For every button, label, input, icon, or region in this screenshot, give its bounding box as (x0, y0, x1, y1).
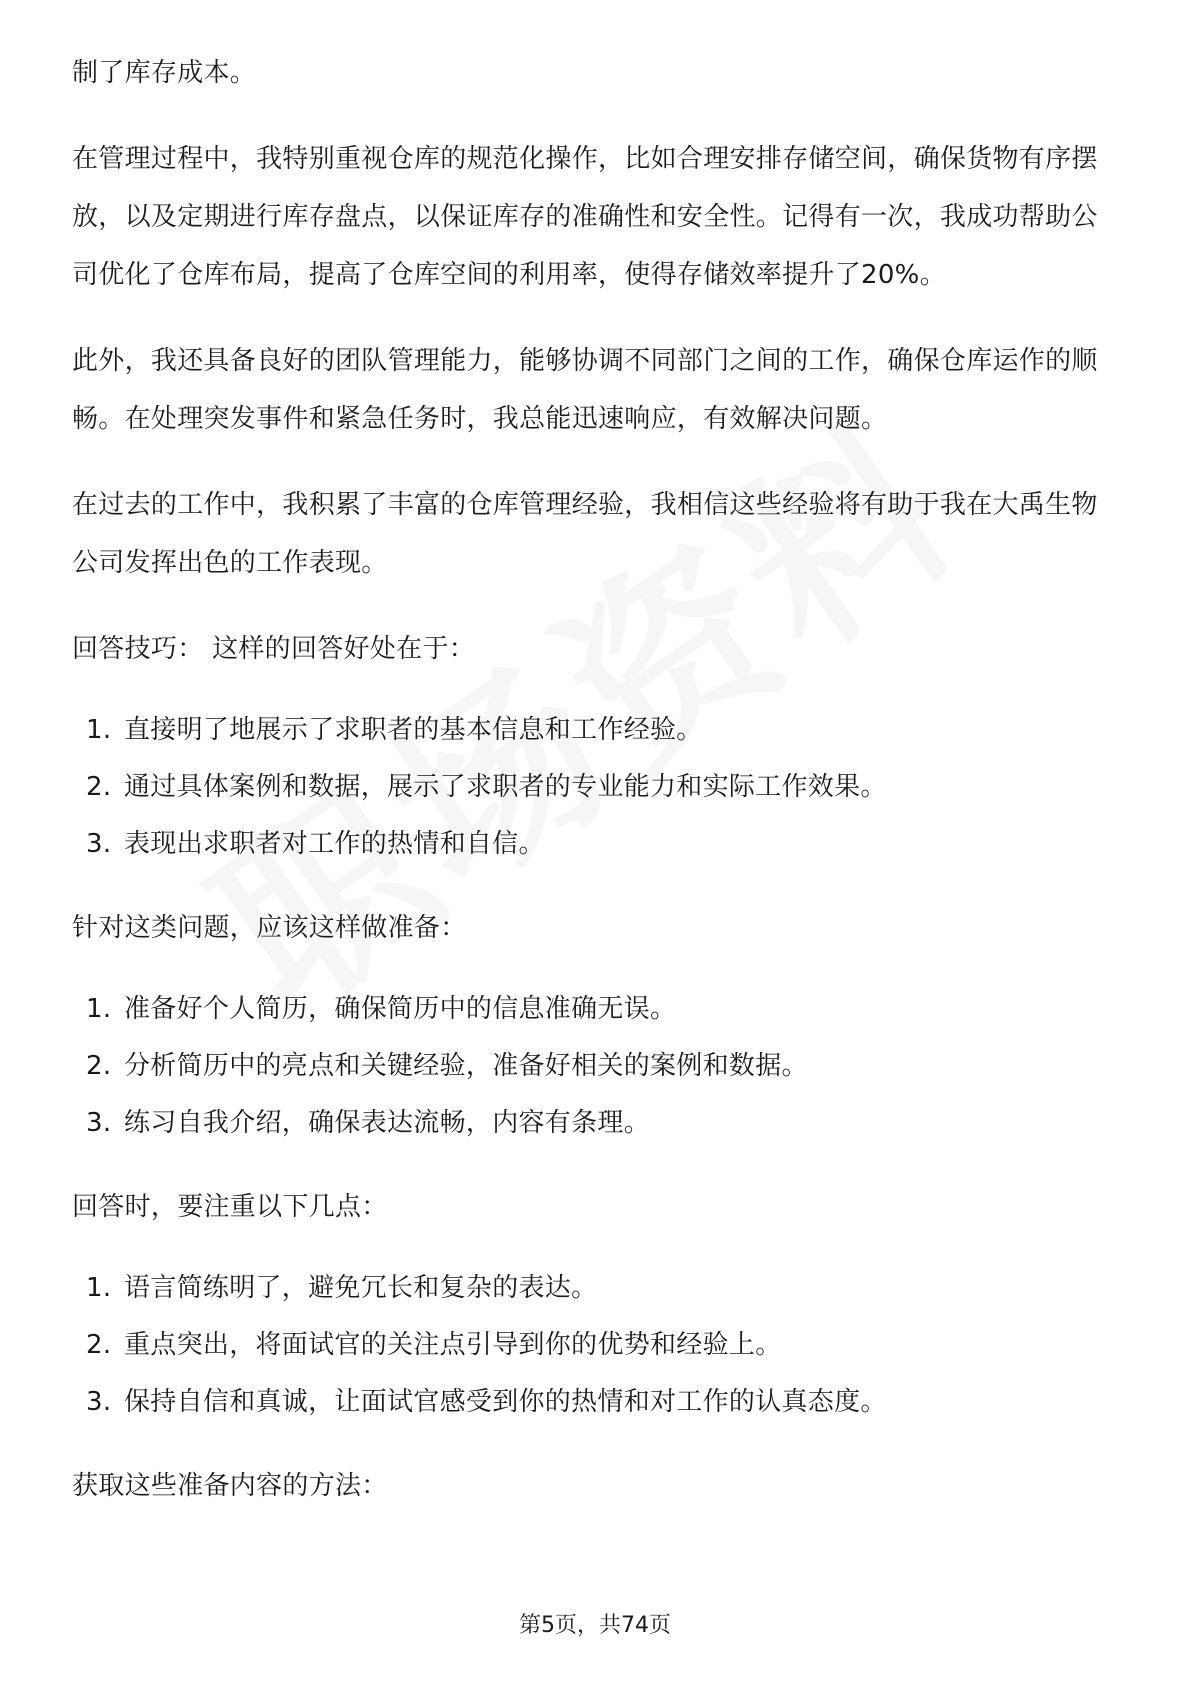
list-item (72, 702, 1122, 759)
list-item (72, 1038, 1122, 1095)
list-number: 3. (86, 829, 112, 859)
list-item-text: 语言简练明了，避免冗长和复杂的表达。 (124, 1273, 598, 1303)
list-item (72, 759, 1122, 816)
list-number: 3. (86, 1387, 112, 1417)
list-item (72, 1317, 1122, 1374)
list-item (72, 816, 1122, 873)
list-item (72, 1374, 1122, 1431)
list-number: 2. (86, 1330, 112, 1360)
page-number: 第5页，共74页 (519, 1613, 671, 1638)
section-heading: 回答技巧： 这样的回答好处在于： (72, 634, 476, 664)
list-item-text: 保持自信和真诚，让面试官感受到你的热情和对工作的认真态度。 (124, 1387, 887, 1417)
list-item-text: 分析简历中的亮点和关键经验，准备好相关的案例和数据。 (124, 1051, 808, 1081)
section-heading: 获取这些准备内容的方法： (72, 1471, 388, 1501)
list-number: 1. (86, 1273, 112, 1303)
section-heading: 回答时，要注重以下几点： (72, 1192, 388, 1222)
list-item-text: 准备好个人简历，确保简历中的信息准确无误。 (124, 994, 677, 1024)
list-item (72, 981, 1122, 1038)
list-item (72, 1095, 1122, 1152)
list-item-text: 重点突出，将面试官的关注点引导到你的优势和经验上。 (124, 1330, 782, 1360)
benefits-list (72, 702, 1122, 873)
list-number: 2. (86, 1051, 112, 1081)
list-number: 3. (86, 1108, 112, 1138)
list-item-text: 通过具体案例和数据，展示了求职者的专业能力和实际工作效果。 (124, 772, 887, 802)
list-item (72, 1260, 1122, 1317)
paragraph: 在管理过程中，我特别重视仓库的规范化操作，比如合理安排存储空间，确保货物有序摆放，以及定期进行库存盘点，以保证库存的准确性和安全性。记得有一次，我成功帮助公司优化了仓库布局，提高了仓库空间的利用率，使得存储效率提升了20%。 (72, 144, 1098, 290)
list-number: 2. (86, 772, 112, 802)
list-item-text: 直接明了地展示了求职者的基本信息和工作经验。 (124, 715, 703, 745)
section-heading: 针对这类问题，应该这样做准备： (72, 913, 467, 943)
document-body (72, 44, 1122, 1539)
paragraph: 在过去的工作中，我积累了丰富的仓库管理经验，我相信这些经验将有助于我在大禹生物公司发挥出色的工作表现。 (72, 490, 1098, 578)
list-item-text: 表现出求职者对工作的热情和自信。 (124, 829, 545, 859)
points-list (72, 1260, 1122, 1431)
prep-list (72, 981, 1122, 1152)
list-number: 1. (86, 994, 112, 1024)
paragraph: 此外，我还具备良好的团队管理能力，能够协调不同部门之间的工作，确保仓库运作的顺畅。在处理突发事件和紧急任务时，我总能迅速响应，有效解决问题。 (72, 346, 1098, 434)
paragraph: 制了库存成本。 (72, 58, 257, 88)
list-item-text: 练习自我介绍，确保表达流畅，内容有条理。 (124, 1108, 651, 1138)
list-number: 1. (86, 715, 112, 745)
